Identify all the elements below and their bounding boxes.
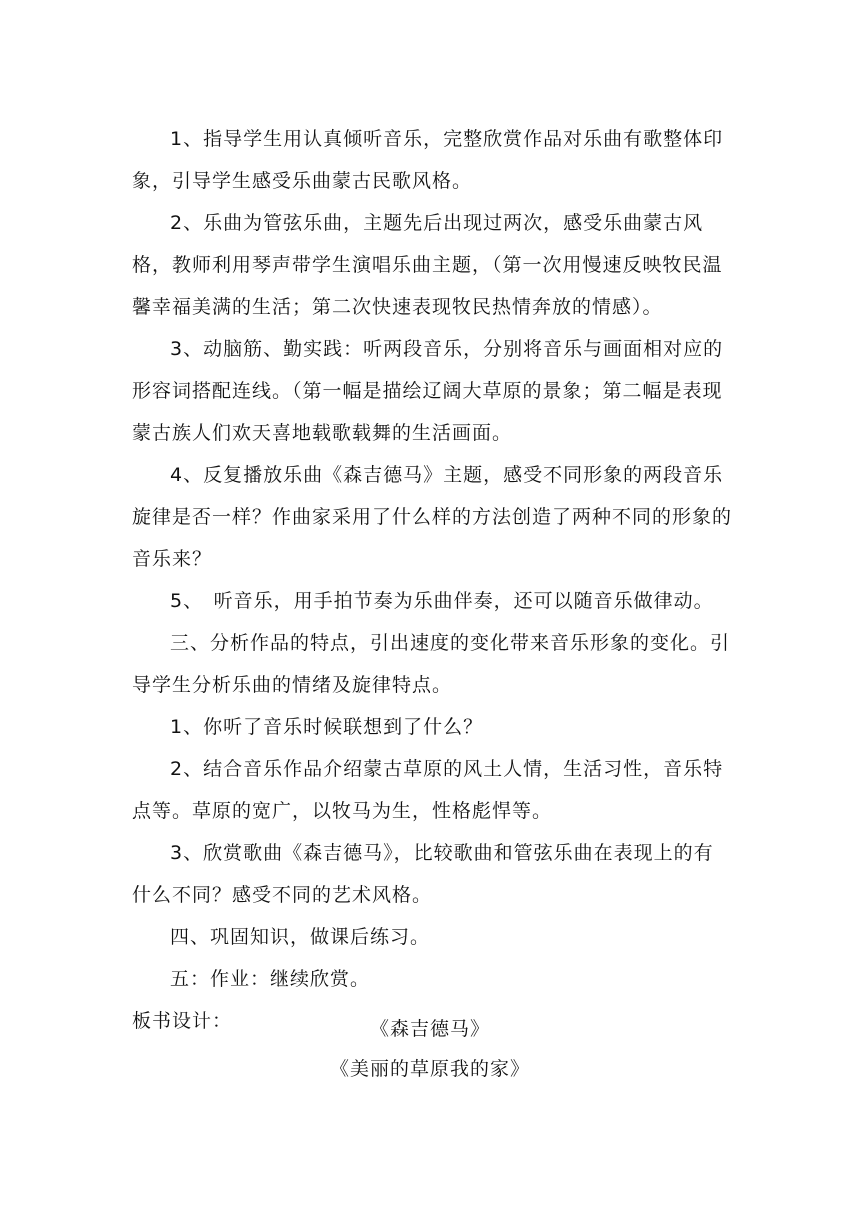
paragraph-1: 1、指导学生用认真倾听音乐，完整欣赏作品对乐曲有歌整体印象，引导学生感受乐曲蒙古民歌风格。 [132, 128, 724, 192]
paragraph-6: 1、你听了音乐时候联想到了什么？ [170, 716, 484, 738]
paragraph-2: 2、乐曲为管弦乐曲，主题先后出现过两次，感受乐曲蒙古风格，教师利用琴声带学生演唱乐曲主题，（第一次用慢速反映牧民温馨幸福美满的生活；第二次快速表现牧民热情奔放的情感）。 [132, 212, 723, 318]
paragraph-4: 4、反复播放乐曲《森吉德马》主题，感受不同形象的两段音乐旋律是否一样？作曲家采用了什么样的方法创造了两种不同的形象的音乐来？ [132, 464, 733, 570]
paragraph-7: 2、结合音乐作品介绍蒙古草原的风土人情，生活习性，音乐特点等。草原的宽广，以牧马为生，性格彪悍等。 [132, 758, 724, 822]
paragraph-section-3: 三、分析作品的特点，引出速度的变化带来音乐形象的变化。引导学生分析乐曲的情绪及旋律特点。 [132, 632, 731, 696]
board-title-2: 《美丽的草原我的家》 [329, 1058, 530, 1080]
paragraph-5: 5、 听音乐，用手拍节奏为乐曲伴奏，还可以随音乐做律动。 [170, 590, 714, 612]
paragraph-3: 3、动脑筋、勤实践：听两段音乐，分别将音乐与画面相对应的形容词搭配连线。（第一幅是描绘辽阔大草原的景象；第二幅是表现蒙古族人们欢天喜地载歌载舞的生活画面。 [132, 338, 724, 444]
paragraph-8: 3、欣赏歌曲《森吉德马》，比较歌曲和管弦乐曲在表现上的有什么不同？感受不同的艺术风格。 [132, 842, 714, 906]
paragraph-section-5: 五：作业：继续欣赏。 [170, 968, 371, 990]
board-design-label: 板书设计： [132, 1010, 233, 1032]
board-title-1: 《森吉德马》 [369, 1018, 490, 1040]
paragraph-section-4: 四、巩固知识，做课后练习。 [170, 926, 431, 948]
